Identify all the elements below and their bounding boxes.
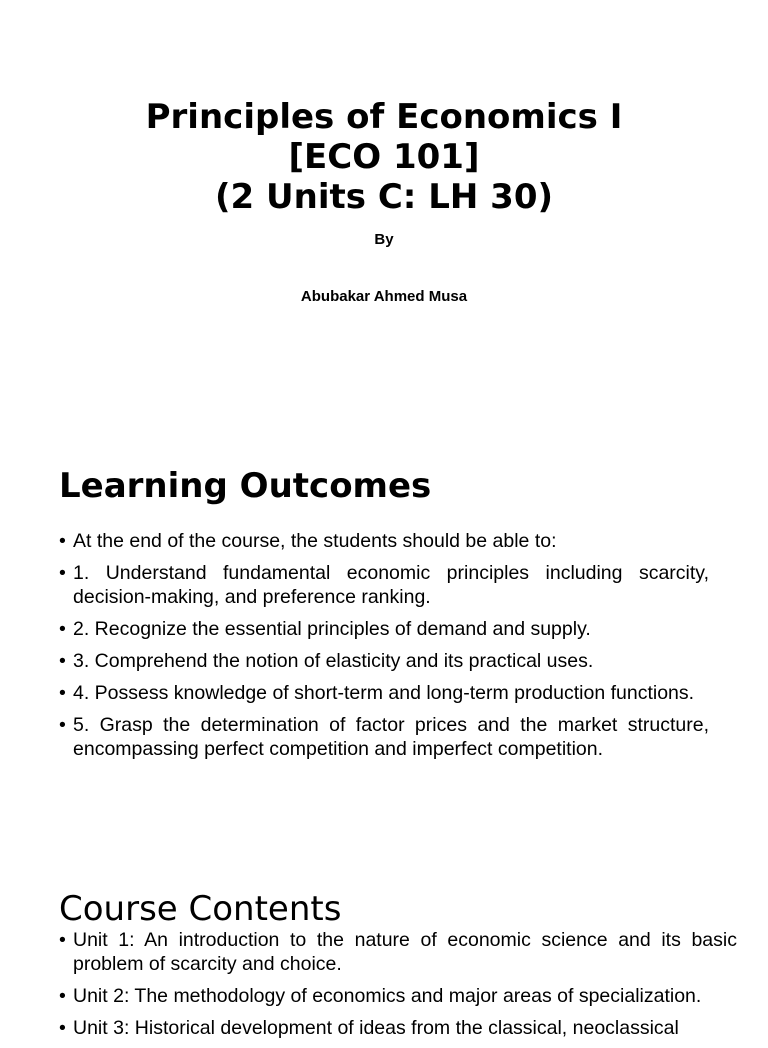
bullet-icon: •	[59, 650, 66, 672]
list-item-text: Unit 1: An introduction to the nature of economic science and its basic problem of scarcity and choice.	[73, 929, 737, 975]
list-item-text: 5. Grasp the determination of factor prices and the market structure, encompassing perfect competition and imperfect competition.	[73, 714, 709, 760]
list-item	[59, 1016, 737, 1040]
bullet-icon: •	[59, 618, 66, 640]
course-contents-heading: Course Contents	[59, 889, 342, 929]
list-item	[59, 713, 709, 761]
list-item-text: 2. Recognize the essential principles of demand and supply.	[73, 618, 591, 640]
title-line-course-code: [ECO 101]	[288, 137, 480, 177]
list-item	[59, 928, 737, 976]
learning-outcomes-list	[59, 529, 709, 769]
title-line-course-units: (2 Units C: LH 30)	[214, 177, 554, 217]
slide-title	[0, 97, 768, 217]
list-item	[59, 984, 737, 1008]
list-item-text: At the end of the course, the students should be able to:	[73, 530, 557, 552]
bullet-icon: •	[59, 682, 66, 704]
list-item	[59, 529, 709, 553]
list-item	[59, 561, 709, 609]
list-item	[59, 617, 709, 641]
list-item-text: Unit 2: The methodology of economics and major areas of specialization.	[73, 985, 702, 1007]
title-line-course-name: Principles of Economics I	[145, 97, 623, 137]
bullet-icon: •	[59, 562, 66, 584]
bullet-icon: •	[59, 1017, 66, 1039]
list-item-text: Unit 3: Historical development of ideas from the classical, neoclassical	[73, 1017, 679, 1039]
list-item-text: 3. Comprehend the notion of elasticity and its practical uses.	[73, 650, 594, 672]
learning-outcomes-heading: Learning Outcomes	[59, 466, 432, 506]
bullet-icon: •	[59, 929, 66, 951]
course-contents-list	[59, 928, 737, 1048]
bullet-icon: •	[59, 714, 66, 736]
list-item	[59, 649, 709, 673]
list-item-text: 4. Possess knowledge of short-term and long-term production functions.	[73, 682, 695, 704]
author-name: Abubakar Ahmed Musa	[300, 288, 468, 305]
bullet-icon: •	[59, 530, 66, 552]
bullet-icon: •	[59, 985, 66, 1007]
list-item-text: 1. Understand fundamental economic principles including scarcity, decision-making, and preference ranking.	[73, 562, 709, 608]
by-label: By	[374, 231, 394, 248]
list-item	[59, 681, 709, 705]
